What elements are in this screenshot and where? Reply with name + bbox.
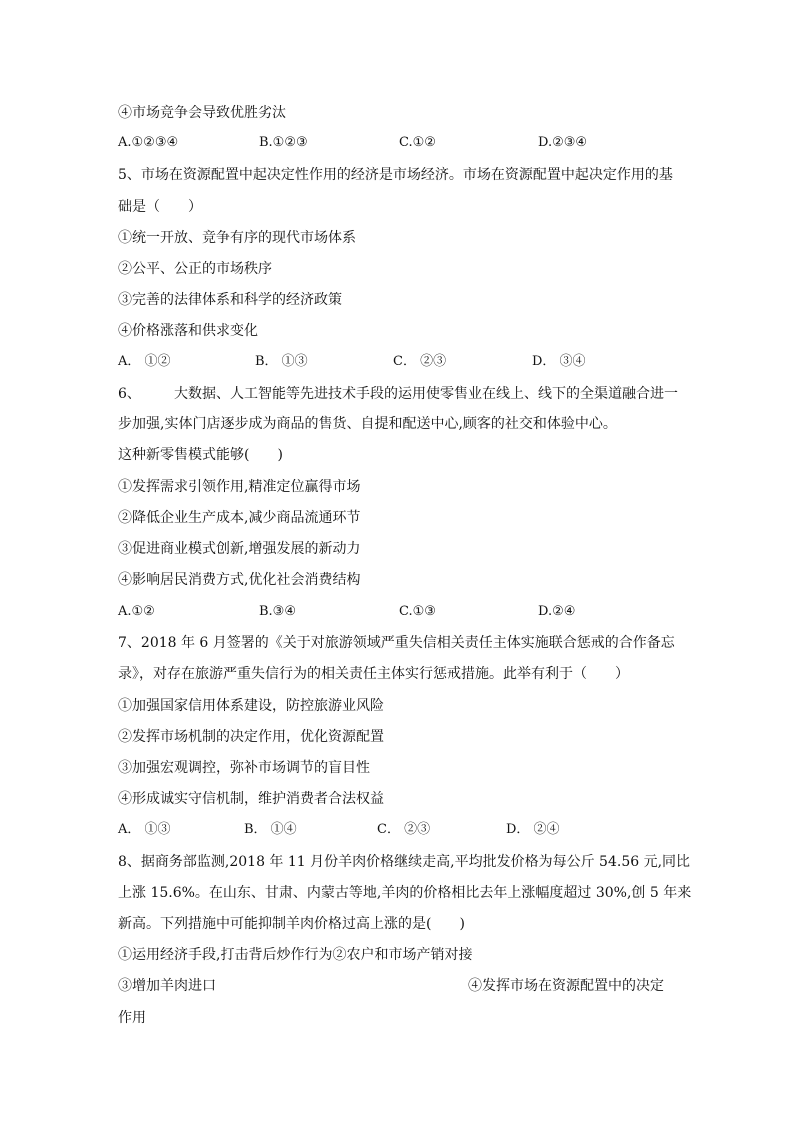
q5-stem-line-1: 5、市场在资源配置中起决定性作用的经济是市场经济。市场在资源配置中起决定作用的基 xyxy=(118,167,673,183)
q5-item-3: ③完善的法律体系和科学的经济政策 xyxy=(118,292,342,308)
q7-item-4: ④形成诚实守信机制，维护消费者合法权益 xyxy=(118,791,384,807)
q4-option-d: D.②③④ xyxy=(538,135,588,150)
q8-stem-line-1: 8、据商务部监测,2018 年 11 月份羊肉价格继续走高,平均批发价格为每公斤 54.56 元,同比 xyxy=(118,854,691,870)
q6-option-a: A.①② xyxy=(118,604,155,619)
q6-item-2: ②降低企业生产成本,减少商品流通环节 xyxy=(118,510,361,526)
q6-option-b: B.③④ xyxy=(259,604,296,619)
q6-option-d: D.②④ xyxy=(538,604,576,619)
q7-item-2: ②发挥市场机制的决定作用，优化资源配置 xyxy=(118,729,384,745)
q7-option-c: C． ②③ xyxy=(377,822,431,837)
q8-stem-line-2: 上涨 15.6%。在山东、甘肃、内蒙古等地,羊肉的价格相比去年上涨幅度超过 30%,创 5 年来 xyxy=(118,885,692,901)
q4-option-b: B.①②③ xyxy=(259,135,308,150)
q8-item-3: ③增加羊肉进口 xyxy=(118,978,216,994)
q5-option-d: D． ③④ xyxy=(532,354,586,369)
q7-item-3: ③加强宏观调控，弥补市场调节的盲目性 xyxy=(118,760,370,776)
q7-item-1: ①加强国家信用体系建设，防控旅游业风险 xyxy=(118,698,384,714)
q5-stem-line-2: 础是（ ） xyxy=(118,199,202,215)
q6-item-1: ①发挥需求引领作用,精准定位赢得市场 xyxy=(118,479,361,495)
q6-stem-line-3: 这种新零售模式能够( ) xyxy=(118,447,283,463)
q5-option-a: A． ①② xyxy=(118,354,171,369)
q8-item-4-part-2: 作用 xyxy=(118,1010,146,1026)
q6-option-c: C.①③ xyxy=(399,604,436,619)
q7-stem-line-1: 7、2018 年 6 月签署的《关于对旅游领域严重失信相关责任主体实施联合惩戒的合作备忘 xyxy=(118,635,675,651)
q4-option-c: C.①② xyxy=(399,135,436,150)
q6-number: 6、 xyxy=(118,386,141,402)
q4-item-4: ④市场竞争会导致优胜劣汰 xyxy=(118,105,286,121)
q5-option-b: B． ①③ xyxy=(255,354,308,369)
q7-option-b: B． ①④ xyxy=(244,822,297,837)
q6-stem-line-2: 步加强,实体门店逐步成为商品的售货、自提和配送中心,顾客的社交和体验中心。 xyxy=(118,416,617,432)
q5-option-c: C． ②③ xyxy=(393,354,447,369)
q6-item-3: ③促进商业模式创新,增强发展的新动力 xyxy=(118,541,361,557)
q5-item-4: ④价格涨落和供求变化 xyxy=(118,323,258,339)
q6-item-4: ④影响居民消费方式,优化社会消费结构 xyxy=(118,572,361,588)
q7-stem-line-2: 录》，对存在旅游严重失信行为的相关责任主体实行惩戒措施。此举有利于（ ） xyxy=(118,666,629,682)
q5-item-2: ②公平、公正的市场秩序 xyxy=(118,261,272,277)
q7-option-d: D． ②④ xyxy=(506,822,560,837)
q7-option-a: A． ①③ xyxy=(118,822,171,837)
q8-item-line-1: ①运用经济手段,打击背后炒作行为②农户和市场产销对接 xyxy=(118,947,473,963)
q6-stem-line-1: 大数据、人工智能等先进技术手段的运用使零售业在线上、线下的全渠道融合进一 xyxy=(174,386,678,402)
q5-item-1: ①统一开放、竞争有序的现代市场体系 xyxy=(118,230,356,246)
q8-stem-line-3: 新高。下列措施中可能抑制羊肉价格过高上涨的是( ) xyxy=(118,916,465,932)
q8-item-4-part-1: ④发挥市场在资源配置中的决定 xyxy=(468,978,664,994)
q4-option-a: A.①②③④ xyxy=(118,135,179,150)
